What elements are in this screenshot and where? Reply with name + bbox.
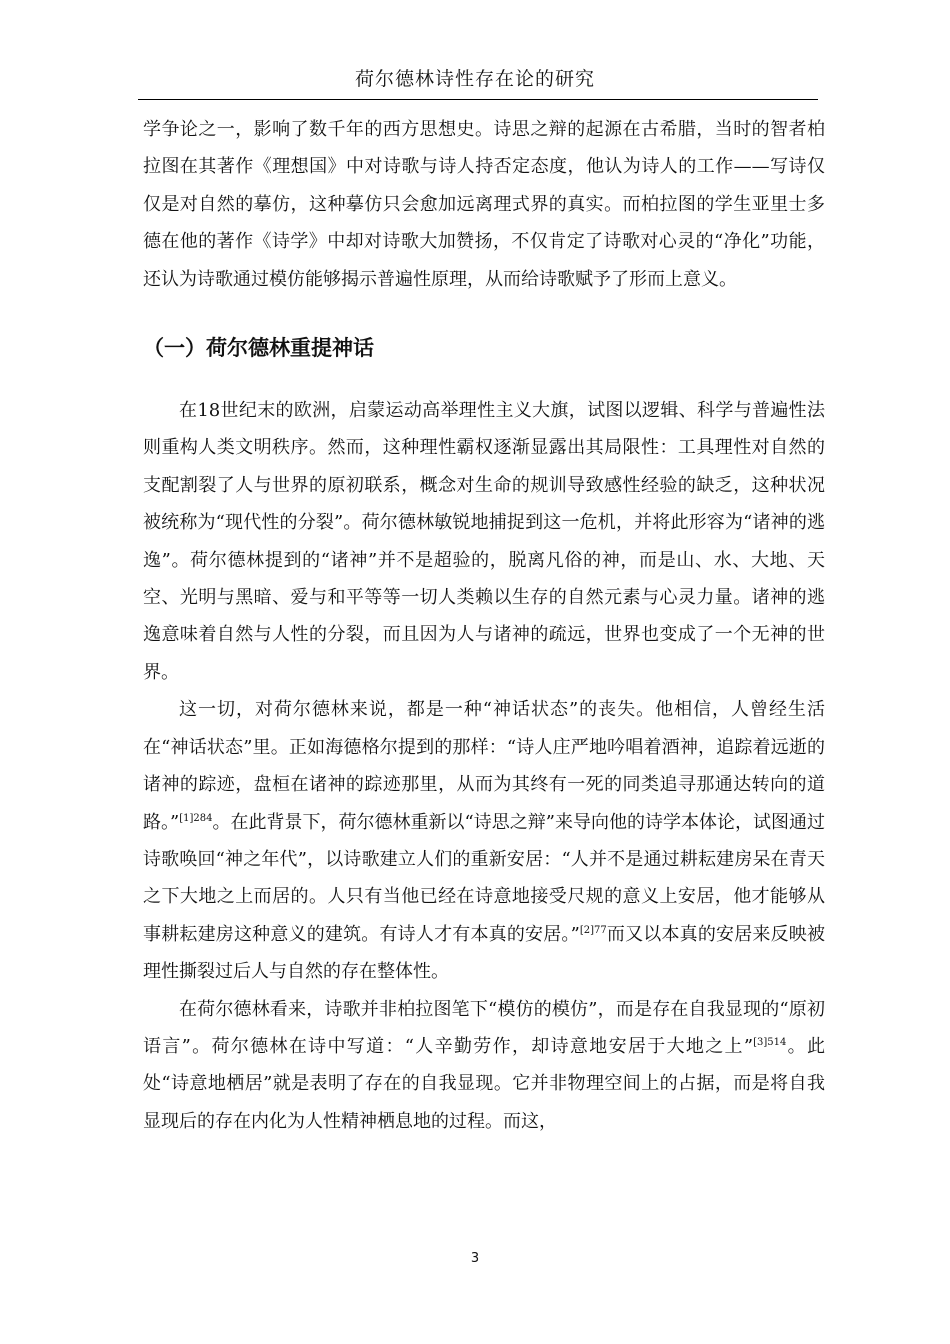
page-number: 3: [470, 1251, 480, 1266]
running-header: 荷尔德林诗性存在论的研究: [354, 68, 595, 90]
paragraph-3-text-b: 。此处“诗意地栖居”就是表明了存在的自我显现。它并非物理空间上的占据，而是将自我显现后的存在内化为人性精神栖息地的过程。而这，: [143, 1035, 825, 1132]
citation-3: [3]514: [753, 1036, 787, 1048]
body-text: [143, 111, 825, 1140]
paragraph-1: 在18世纪末的欧洲，启蒙运动高举理性主义大旗，试图以逻辑、科学与普遍性法则重构人类文明秩序。然而，这种理性霸权逐渐显露出其局限性：工具理性对自然的支配割裂了人与世界的原初联系，概念对生命的规训导致感性经验的缺乏，这种状况被统称为“现代性的分裂”。荷尔德林敏锐地捕捉到这一危机，并将此形容为“诸神的逃逸”。荷尔德林提到的“诸神”并不是超验的，脱离凡俗的神，而是山、水、大地、天空、光明与黑暗、爱与和平等等一切人类赖以生存的自然元素与心灵力量。诸神的逃逸意味着自然与人性的分裂，而且因为人与诸神的疏远，世界也变成了一个无神的世界。: [143, 400, 825, 683]
paragraph-2-text-a: 这一切，对荷尔德林来说，都是一种“神话状态”的丧失。他相信，人曾经生活在“神话状态”里。正如海德格尔提到的那样：“诗人庄严地吟唱着酒神，追踪着远逝的诸神的踪迹，盘桓在诸神的踪迹那里，从而为其终有一死的同类追寻那通达转向的道路。”: [143, 699, 825, 833]
paragraph-2-text-c: 而又以本真的安居来反映被理性撕裂过后人与自然的存在整体性。: [143, 923, 826, 983]
section-heading: （一）荷尔德林重提神话: [143, 336, 374, 361]
header-rule: [138, 99, 818, 100]
citation-1: [1]284: [179, 812, 213, 824]
citation-2: [2]77: [579, 924, 607, 936]
paragraph-2-text-b: 。在此背景下，荷尔德林重新以“诗思之辩”来导向他的诗学本体论，试图通过诗歌唤回“神之年代”，以诗歌建立人们的重新安居：“人并不是通过耕耘建房呆在青天之下大地之上而居的。人只有当他已经在诗意地接受尺规的意义上安居，他才能够从事耕耘建房这种意义的建筑。有诗人才有本真的安居。”: [143, 811, 826, 945]
paragraph-3-text-a: 在荷尔德林看来，诗歌并非柏拉图笔下“模仿的模仿”，而是存在自我显现的“原初语言”。荷尔德林在诗中写道：“人辛勤劳作，却诗意地安居于大地之上”: [143, 998, 825, 1057]
intro-paragraph: 学争论之一，影响了数千年的西方思想史。诗思之辩的起源在古希腊，当时的智者柏拉图在其著作《理想国》中对诗歌与诗人持否定态度，他认为诗人的工作——写诗仅仅是对自然的摹仿，这种摹仿只会愈加远离理式界的真实。而柏拉图的学生亚里士多德在他的著作《诗学》中却对诗歌大加赞扬，不仅肯定了诗歌对心灵的“净化”功能，还认为诗歌通过模仿能够揭示普遍性原理，从而给诗歌赋予了形而上意义。: [143, 119, 825, 290]
paragraph-3: [143, 991, 825, 1141]
paragraph-2: [143, 691, 825, 990]
